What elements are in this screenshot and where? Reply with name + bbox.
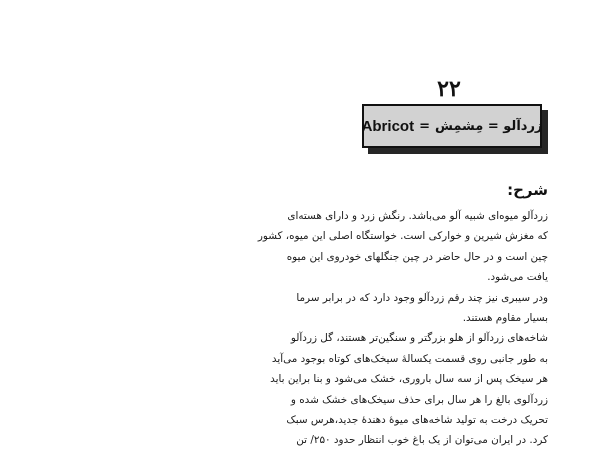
text-line: زردآلو میوه‌ای شبیه آلو می‌باشد. رنگش زرد و دارای هسته‌ای (287, 210, 548, 222)
text-line: تحریک درخت به تولید شاخه‌های میوهٔ دهندهٔ جدید،هرس سبک (286, 413, 548, 426)
text-line: شاخه‌های زردآلو از هلو بزرگتر و سنگین‌تر هستند، گل زردآلو (290, 332, 548, 345)
section-heading: شرح: (507, 181, 548, 199)
chapter-title-box (362, 104, 542, 148)
text-line: کرد. در ایران می‌توان از یک باغ خوب انتظار حدود ۲۵۰/ تن (296, 434, 548, 447)
body-paragraph (257, 206, 548, 451)
title-latin: Abricot (361, 117, 415, 135)
text-line: هر سیخک پس از سه سال باروری، خشک می‌شود و بنا براین باید (270, 373, 548, 386)
text-line: یافت می‌شود. (487, 271, 548, 284)
text-line: که مغزش شیرین و خوارکی است. خواستگاه اصلی این میوه، کشور (257, 230, 548, 243)
text-line: زردآلوی بالغ را هر سال برای حذف سیخک‌های خشک شده و (290, 393, 548, 406)
chapter-number: ۲۲ (437, 76, 461, 102)
title-equals-sign: = (419, 118, 430, 134)
text-line: بسیار مقاوم هستند. (462, 311, 548, 324)
text-line: به طور جانبی روی قسمت یکسالهٔ سیخک‌های کوتاه بوجود می‌آید (271, 352, 548, 365)
title-persian: زرد‌آلو = مِشمِش (434, 118, 543, 134)
text-line: ودر سیبری نیز چند رقم زردآلو وجود دارد که در برابر سرما (296, 291, 548, 304)
text-line: چین است و در حال حاضر در چین جنگلهای خودروی این میوه (286, 250, 548, 263)
